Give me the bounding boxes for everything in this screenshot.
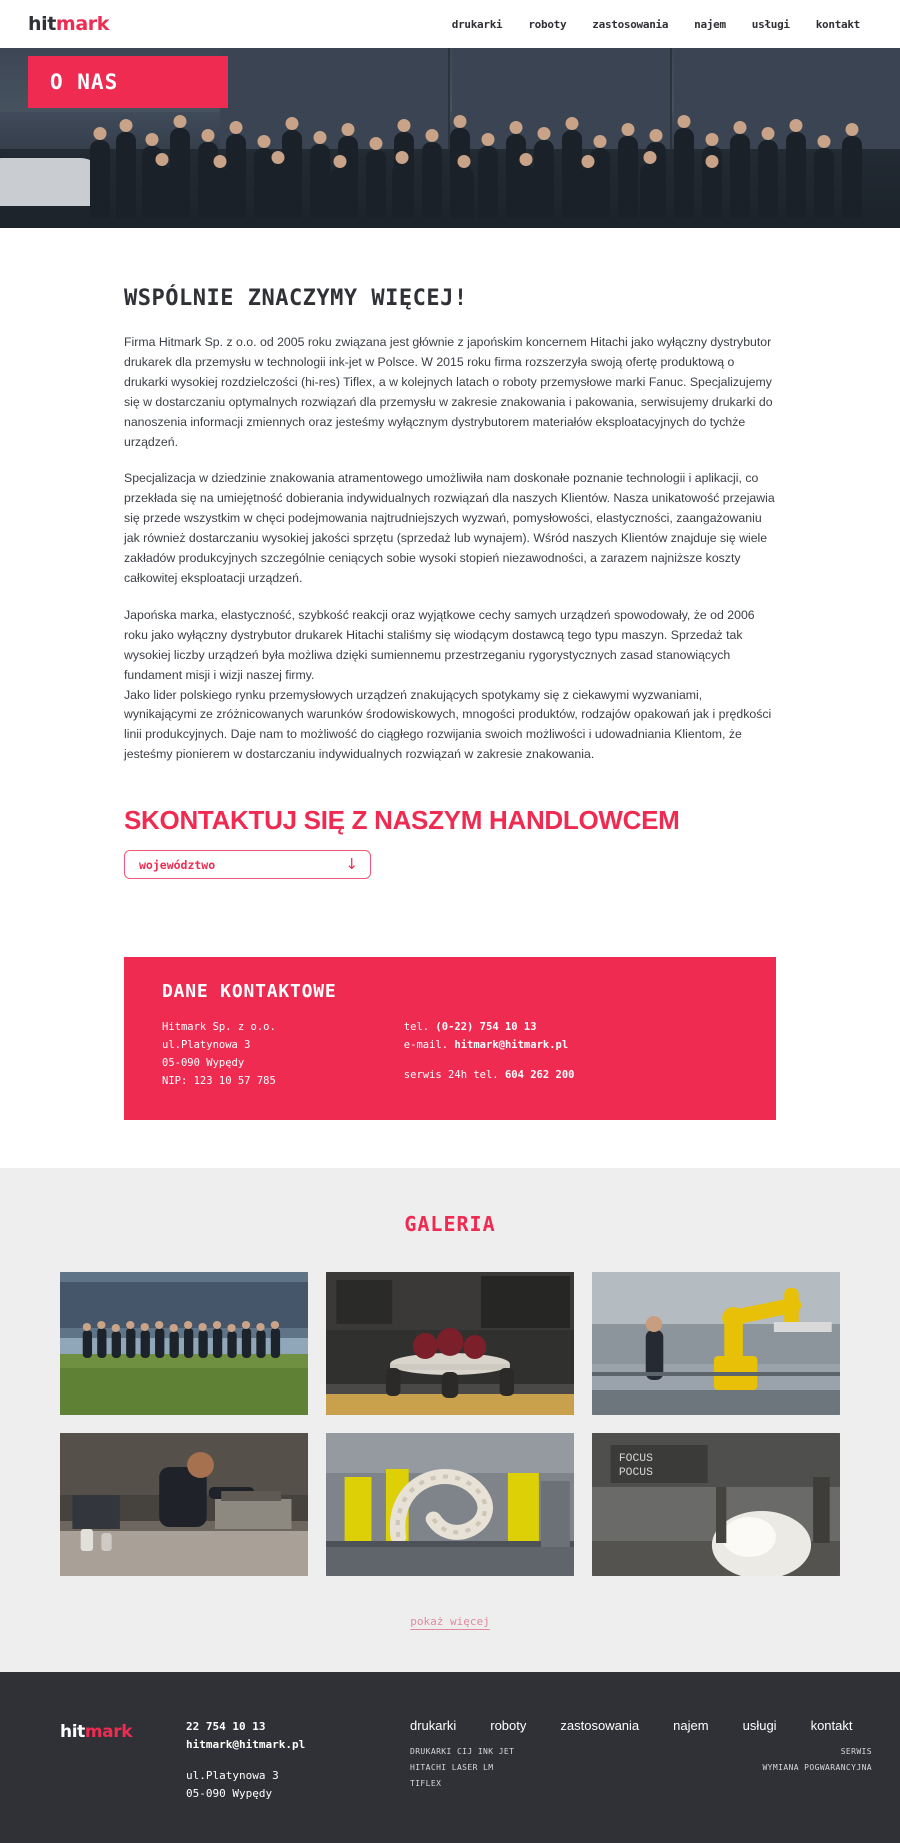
show-more-link[interactable]: pokaż więcej xyxy=(410,1615,490,1629)
contact-cta-heading: SKONTAKTUJ SIĘ Z NASZYM HANDLOWCEM xyxy=(124,805,680,836)
main-nav xyxy=(452,18,872,31)
contact-service-phone[interactable]: 604 262 200 xyxy=(504,1069,575,1082)
contact-city: 05-090 Wypędy xyxy=(162,1057,245,1070)
footer-nav-item-roboty[interactable]: roboty xyxy=(490,1718,527,1734)
voivodeship-select-value: województwo xyxy=(139,857,216,872)
hero-banner xyxy=(0,48,900,228)
nav-item-uslugi[interactable]: usługi xyxy=(751,17,790,31)
gallery-tile-warehouse-hocuspocus[interactable] xyxy=(592,1433,840,1576)
footer-nav-item-zastosowania[interactable]: zastosowania xyxy=(560,1718,640,1734)
nav-item-zastosowania[interactable]: zastosowania xyxy=(592,17,669,31)
contact-nip: NIP: 123 10 57 785 xyxy=(162,1075,276,1088)
gallery-image-5 xyxy=(326,1433,574,1576)
footer-sublink-serwis[interactable]: SERWIS xyxy=(840,1747,872,1757)
contact-service-label: serwis 24h tel. xyxy=(403,1069,499,1082)
contact-card-columns xyxy=(162,1018,776,1090)
hero-group-photo-people xyxy=(0,108,900,218)
footer-city: 05-090 Wypędy xyxy=(186,1786,273,1800)
footer-street: ul.Platynowa 3 xyxy=(186,1768,279,1782)
about-paragraph-1: Firma Hitmark Sp. z o.o. od 2005 roku związana jest głównie z japońskim koncernem Hitachi jako wyłączny dystrybutor drukarek dla przemysłu w technologii ink-jet w Polsce. W 2015 roku firma rozszerzyła swoją ofertę produktową o drukarki wysokiej rozdzielczości (hi-res) Tiflex, a w kolejnych latach o roboty przemysłowe marki Fanuc. Specjalizujemy się w dostarczaniu optymalnych rozwiązań dla przemysłu w zakresie znakowania i pakowania, serwisujemy drukarki do nanoszenia informacji zmiennych oraz jesteśmy wyłącznym dystrybutorem materiałów eksploatacyjnych do tychże urządzeń. xyxy=(124,335,773,449)
footer-sublink-wymiana[interactable]: WYMIANA POGWARANCYJNA xyxy=(762,1762,872,1772)
contact-phone-row xyxy=(404,1018,575,1036)
about-paragraph-2: Specjalizacja w dziedzinie znakowania atramentowego umożliwiła nam doskonałe poznanie technologii i aplikacji, co przekłada się na umiejętność dobierania indywidualnych rozwiązań dla naszych Klientów. Nasza unikatowość przejawia się przede wszystkim w chęci podejmowania najtrudniejszych wyzwań, pomysłowości, elastyczności, zaangażowaniu jak również dostarczaniu wysokiej jakości sprzętu (sprzedaż lub wynajem). Wśród naszych Klientów znajduje się wiele zakładów produkcyjnych szczególnie ceniących sobie wysoki stopień niezawodności, a zarazem najniższe koszty całkowitej eksploatacji urządzeń. xyxy=(124,471,775,585)
footer-email[interactable]: hitmark@hitmark.pl xyxy=(186,1738,306,1752)
nav-item-kontakt[interactable]: kontakt xyxy=(815,17,860,31)
footer-logo[interactable] xyxy=(60,1718,186,1742)
contact-email-row xyxy=(404,1036,575,1054)
svg-text:FOCUS: FOCUS xyxy=(618,1453,653,1466)
footer-sublink-cij[interactable]: DRUKARKI CIJ INK JET xyxy=(410,1747,515,1757)
gallery-tile-office-interior[interactable] xyxy=(326,1272,574,1415)
nav-item-najem[interactable]: najem xyxy=(694,17,726,31)
contact-details-card xyxy=(124,957,776,1120)
site-header xyxy=(0,0,900,48)
gallery-image-4 xyxy=(60,1433,308,1576)
contact-spacer xyxy=(404,1054,575,1066)
footer-nav-row xyxy=(410,1718,872,1733)
show-more-wrapper xyxy=(0,1612,900,1630)
site-footer xyxy=(0,1672,900,1842)
gallery-image-2 xyxy=(326,1272,574,1415)
nav-item-drukarki[interactable]: drukarki xyxy=(451,17,503,31)
gallery-grid xyxy=(0,1272,900,1576)
contact-email-label: e-mail. xyxy=(403,1039,449,1052)
footer-phone[interactable]: 22 754 10 13 xyxy=(186,1720,266,1734)
gallery-image-6 xyxy=(592,1433,840,1576)
footer-logo-part-mark: mark xyxy=(84,1722,133,1743)
gallery-tile-team-outdoor[interactable] xyxy=(60,1272,308,1415)
gallery-image-3 xyxy=(592,1272,840,1415)
gallery-heading: GALERIA xyxy=(404,1212,496,1237)
gallery-tile-technician-workbench[interactable] xyxy=(60,1433,308,1576)
footer-logo-part-hit: hit xyxy=(60,1722,85,1743)
nav-item-roboty[interactable]: roboty xyxy=(528,17,567,31)
contact-phone-label: tel. xyxy=(403,1021,430,1034)
footer-sublinks xyxy=(410,1744,872,1791)
contact-street: ul.Platynowa 3 xyxy=(162,1039,251,1052)
footer-nav xyxy=(396,1718,872,1791)
voivodeship-select[interactable] xyxy=(124,850,371,879)
contact-email-value[interactable]: hitmark@hitmark.pl xyxy=(454,1039,569,1052)
footer-contact-spacer xyxy=(186,1754,396,1767)
contact-address-column xyxy=(162,1018,276,1090)
footer-contact-block xyxy=(186,1718,396,1802)
logo[interactable] xyxy=(28,12,109,35)
contact-phone-value[interactable]: (0-22) 754 10 13 xyxy=(435,1021,537,1034)
footer-sublink-laser[interactable]: HITACHI LASER LM xyxy=(410,1762,494,1772)
content-container xyxy=(0,286,900,1120)
main-content xyxy=(0,286,900,1168)
gallery-tile-production-line[interactable] xyxy=(326,1433,574,1576)
gallery-tile-yellow-robot[interactable] xyxy=(592,1272,840,1415)
contact-card-title: DANE KONTAKTOWE xyxy=(162,981,337,1003)
about-paragraph-3: Japońska marka, elastyczność, szybkość reakcji oraz wyjątkowe cechy samych urządzeń spowodowały, że od 2006 roku jako wyłączny dystrybutor drukarek Hitachi staliśmy się wiodącym dostawcą tego typu maszyn. Sprzedaż tak wysokiej liczby urządzeń była możliwa dzięki sumiennemu przestrzeganiu rygorystycznych zasad stanowiących fundament misji i wizji naszej firmy. xyxy=(124,607,755,682)
footer-sublinks-services xyxy=(762,1744,872,1791)
contact-company: Hitmark Sp. z o.o. xyxy=(162,1021,276,1034)
footer-nav-item-najem[interactable]: najem xyxy=(673,1718,709,1734)
contact-service-row xyxy=(404,1066,575,1084)
logo-part-mark: mark xyxy=(55,12,109,35)
page-title: O NAS xyxy=(50,70,119,94)
footer-nav-item-drukarki[interactable]: drukarki xyxy=(410,1718,457,1734)
about-paragraph-4: Jako lider polskiego rynku przemysłowych urządzeń znakujących spotykamy się z ciekawymi wyzwaniami, wynikającymi ze zróżnicowanych warunków środowiskowych, mnogości produktów, rodzajów opakowań jak i prędkości linii produkcyjnych. Daje nam to możliwość do ciągłego rozwijania swoich możliwości i udowadniania Klientom, że jesteśmy pionierem w dostarczaniu indywidualnych rozwiązań w zakresie znakowania. xyxy=(124,687,772,762)
svg-text:POCUS: POCUS xyxy=(618,1467,653,1480)
logo-part-hit: hit xyxy=(28,12,56,35)
gallery-section xyxy=(0,1168,900,1672)
footer-nav-item-uslugi[interactable]: usługi xyxy=(742,1718,777,1734)
chevron-down-icon: ↓ xyxy=(345,855,358,874)
gallery-image-1 xyxy=(60,1272,308,1415)
footer-sublink-tiflex[interactable]: TIFLEX xyxy=(410,1778,442,1788)
footer-sublinks-printers xyxy=(410,1744,514,1791)
contact-phone-column xyxy=(404,1018,575,1090)
footer-nav-item-kontakt[interactable]: kontakt xyxy=(810,1718,853,1734)
about-heading: WSPÓLNIE ZNACZYMY WIĘCEJ! xyxy=(124,286,468,311)
